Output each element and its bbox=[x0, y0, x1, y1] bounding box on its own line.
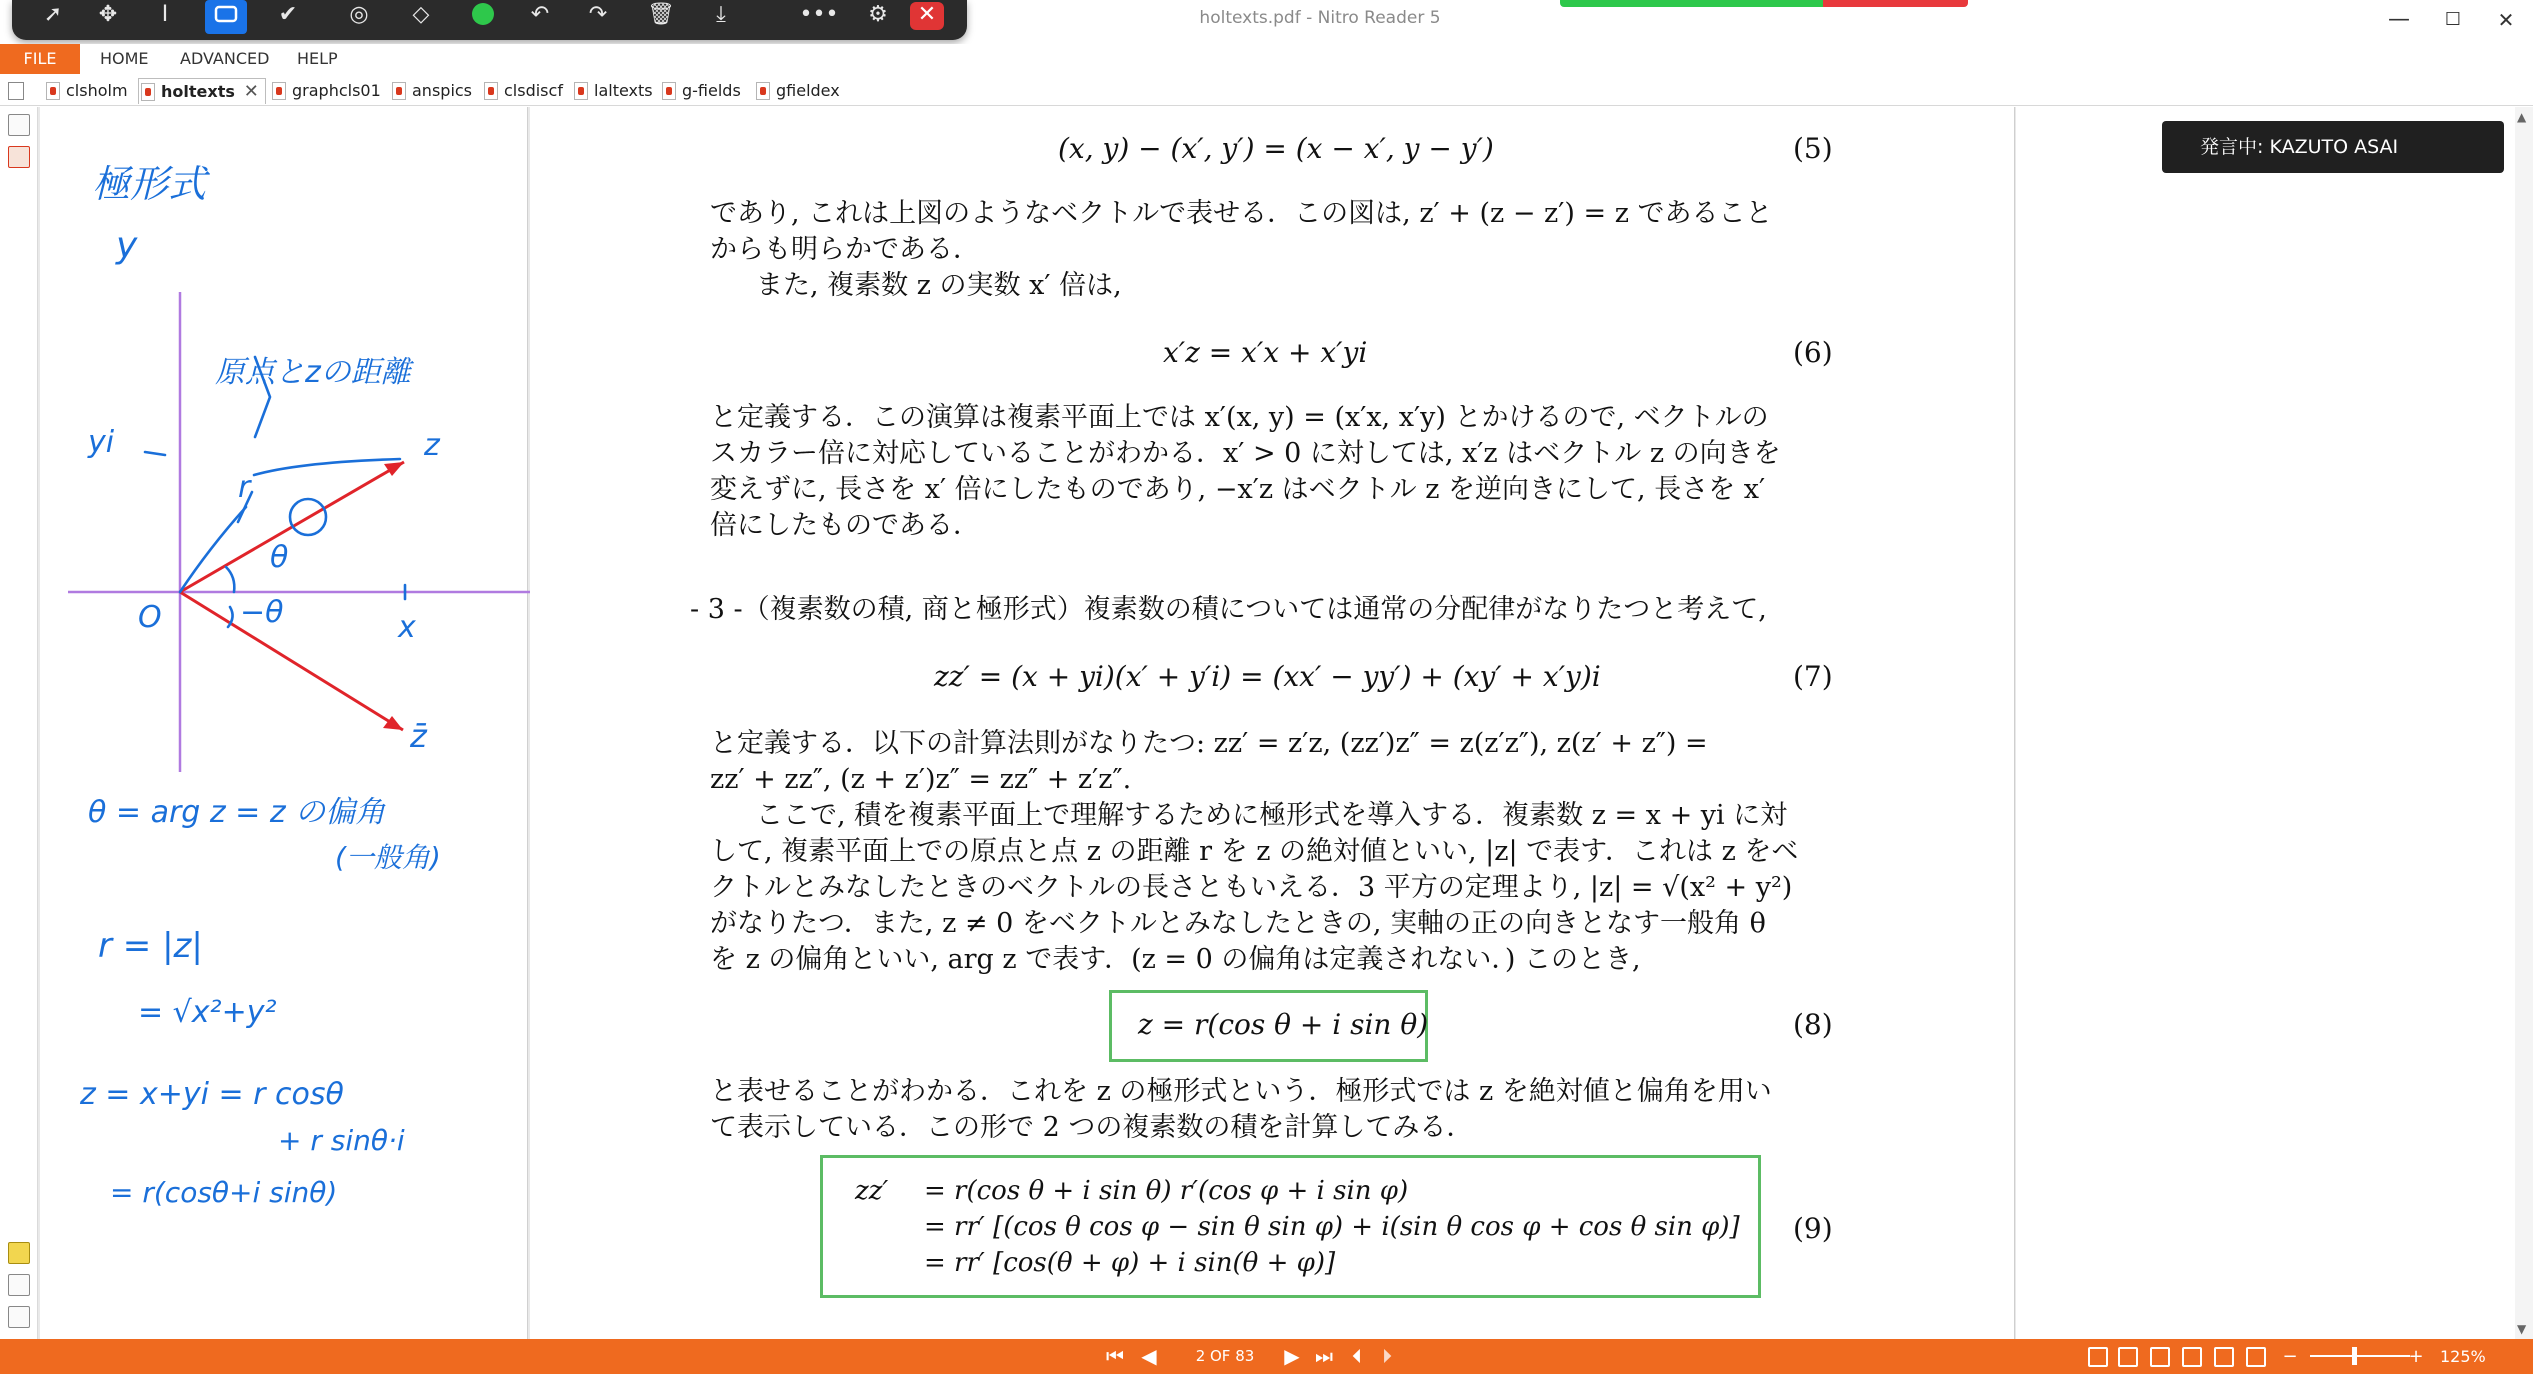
sketch-form-line1: z = x+yi = r cosθ bbox=[80, 1077, 344, 1112]
left-navigation-panel bbox=[0, 107, 38, 1339]
close-toolbar-icon[interactable]: ✕ bbox=[910, 2, 944, 30]
vertical-scrollbar[interactable] bbox=[2515, 107, 2533, 1339]
sketch-distance-note: 原点とzの距離 bbox=[215, 355, 411, 390]
equation-6: x′z = x′x + x′yi bbox=[1163, 336, 1368, 369]
sketch-abs-line1: r = |z| bbox=[98, 926, 203, 966]
paragraph-3-line-1: と定義する．以下の計算法則がなりたつ: zz′ = z′z, (zz′)z″ = z(z′z″), z(z′ + z″) = bbox=[710, 728, 1708, 759]
doc-tab-label: gfieldex bbox=[776, 81, 840, 100]
next-page-icon[interactable]: ▶ bbox=[1284, 1344, 1300, 1368]
sketch-theta-label: θ bbox=[270, 540, 289, 575]
recording-progress-green bbox=[1560, 0, 1823, 7]
eraser-icon[interactable]: ◇ bbox=[412, 2, 430, 27]
annotation-toolbar bbox=[12, 0, 967, 40]
layers-icon[interactable] bbox=[8, 1306, 30, 1328]
equation-5-number: (5) bbox=[1793, 132, 1833, 165]
sketch-abs-line2: = √x²+y² bbox=[138, 995, 277, 1030]
doc-tab-label: g-fields bbox=[682, 81, 741, 100]
redo-icon[interactable]: ↷ bbox=[588, 2, 608, 27]
sketch-form-line2: + r sinθ·i bbox=[278, 1124, 405, 1157]
equation-8: z = r(cos θ + i sin θ) bbox=[1138, 1008, 1429, 1041]
recording-progress-red bbox=[1823, 0, 1968, 7]
single-page-view-icon[interactable] bbox=[2088, 1347, 2108, 1367]
equation-9-number: (9) bbox=[1793, 1212, 1833, 1245]
doc-tab-anspics[interactable] bbox=[390, 78, 472, 104]
pdf-file-icon bbox=[272, 82, 286, 100]
page-indicator[interactable]: 2 OF 83 bbox=[1195, 1347, 1255, 1365]
equation-9-row-2: = rr′ [(cos θ cos φ − sin θ sin φ) + i(sin θ cos φ + cos θ sin φ)] bbox=[924, 1212, 1740, 1242]
facing-continuous-view-icon[interactable] bbox=[2182, 1347, 2202, 1367]
doc-tab-graphcls01[interactable] bbox=[270, 78, 381, 104]
close-window-button[interactable]: ✕ bbox=[2497, 8, 2515, 32]
equation-8-number: (8) bbox=[1793, 1008, 1833, 1041]
paragraph-2-line-3: 変えずに, 長さを x′ 倍にしたものであり, −x′z はベクトル z を逆向きにして, 長さを x′ bbox=[710, 474, 1766, 505]
pdf-file-icon bbox=[756, 82, 770, 100]
continuous-view-icon[interactable] bbox=[2118, 1347, 2138, 1367]
equation-9-lhs: zz′ bbox=[855, 1176, 889, 1206]
zoom-level[interactable]: 125% bbox=[2440, 1347, 2486, 1366]
back-view-icon[interactable]: ⏴ bbox=[1352, 1344, 1362, 1368]
ribbon bbox=[0, 44, 2533, 74]
sketch-x-tick-label: x bbox=[398, 610, 416, 645]
pdf-file-icon bbox=[392, 82, 406, 100]
section-3-heading: - 3 -（複素数の積, 商と極形式）複素数の積については通常の分配律がなりたつと考えて, bbox=[690, 594, 1767, 625]
doc-tab-clsdiscf[interactable] bbox=[482, 78, 563, 104]
signatures-icon[interactable] bbox=[8, 1274, 30, 1296]
color-dot-icon[interactable] bbox=[462, 0, 504, 34]
doc-tab-g-fields[interactable] bbox=[660, 78, 741, 104]
sketch-arg-line2: (一般角) bbox=[335, 841, 441, 874]
handwritten-sketch bbox=[40, 107, 528, 1339]
rectangle-select-icon[interactable] bbox=[205, 0, 247, 34]
paragraph-1-line-2: からも明らかである． bbox=[710, 234, 980, 265]
doc-tab-label: laltexts bbox=[594, 81, 653, 100]
paragraph-4-line-3: クトルとみなしたときのベクトルの長さともいえる．3 平方の定理より, |z| = √(x² + y²) bbox=[710, 872, 1793, 903]
tab-help[interactable]: HELP bbox=[297, 49, 338, 68]
pdf-file-icon bbox=[574, 82, 588, 100]
tab-home[interactable]: HOME bbox=[100, 49, 149, 68]
bookmarks-icon[interactable] bbox=[8, 114, 30, 136]
handwriting-pane[interactable] bbox=[40, 107, 528, 1339]
sketch-arg-line1: θ = arg z = z の偏角 bbox=[88, 795, 386, 830]
paragraph-3-line-2: zz′ + zz″, (z + z′)z″ = zz″ + z′z″. bbox=[710, 764, 1132, 795]
tab-close-icon[interactable]: ✕ bbox=[243, 81, 259, 102]
zoom-out-icon[interactable]: − bbox=[2282, 1346, 2298, 1367]
doc-tab-laltexts[interactable] bbox=[572, 78, 653, 104]
paragraph-2-line-2: スカラー倍に対応していることがわかる．x′ > 0 に対しては, x′z はベクトル z の向きを bbox=[710, 438, 1781, 469]
paragraph-4-line-2: して, 複素平面上での原点と点 z の距離 r を z の絶対値といい, |z| で表す．これは z をベ bbox=[710, 836, 1799, 867]
equation-7: zz′ = (x + yi)(x′ + y′i) = (xx′ − yy′) + (xy′ + x′y)i bbox=[934, 660, 1601, 693]
paragraph-2-line-4: 倍にしたものである． bbox=[710, 510, 980, 541]
equation-6-number: (6) bbox=[1793, 336, 1833, 369]
paragraph-2-line-1: と定義する．この演算は複素平面上では x′(x, y) = (x′x, x′y) とかけるので, ベクトルの bbox=[710, 402, 1769, 433]
user-settings-icon[interactable]: ⚙ bbox=[868, 2, 888, 27]
sketch-form-line3: = r(cosθ+i sinθ) bbox=[110, 1176, 338, 1209]
prev-page-icon[interactable]: ◀ bbox=[1141, 1344, 1157, 1368]
equation-9-row-1: = r(cos θ + i sin θ) r′(cos φ + i sin φ) bbox=[924, 1176, 1409, 1206]
paragraph-4-line-5: を z の偏角といい, arg z で表す．(z = 0 の偏角は定義されない．) このとき, bbox=[710, 944, 1641, 975]
first-page-icon[interactable]: ⏮ bbox=[1106, 1344, 1124, 1368]
doc-tab-label: holtexts bbox=[161, 82, 235, 101]
tab-advanced[interactable]: ADVANCED bbox=[180, 49, 270, 68]
lasso-icon[interactable]: ◎ bbox=[349, 2, 369, 27]
more-icon[interactable]: ••• bbox=[799, 2, 839, 27]
sketch-title: 極形式 bbox=[92, 162, 207, 206]
minimize-button[interactable]: — bbox=[2388, 7, 2410, 32]
paragraph-4-line-1: ここで, 積を複素平面上で理解するために極形式を導入する．複素数 z = x + yi に対 bbox=[756, 800, 1788, 831]
pdf-file-icon bbox=[46, 82, 60, 100]
zoom-slider[interactable] bbox=[2310, 1355, 2410, 1357]
check-icon[interactable]: ✔ bbox=[278, 2, 298, 27]
doc-tab-label: clsholm bbox=[66, 81, 128, 100]
paragraph-4-line-4: がなりたつ．また, z ≠ 0 をベクトルとみなしたときの, 実軸の正の向きとなす一般角 θ bbox=[710, 908, 1766, 939]
zoom-in-icon[interactable]: + bbox=[2408, 1346, 2424, 1367]
window-title: holtexts.pdf - Nitro Reader 5 bbox=[1199, 8, 1441, 28]
page-margin-area bbox=[2016, 107, 2518, 1339]
fit-width-icon[interactable] bbox=[2246, 1347, 2266, 1367]
paragraph-5-line-1: と表せることがわかる．これを z の極形式という．極形式では z を絶対値と偏角を用い bbox=[710, 1076, 1772, 1107]
pointer-icon[interactable]: ➚ bbox=[43, 2, 63, 27]
doc-tab-clsholm[interactable] bbox=[44, 78, 128, 104]
pdf-file-icon bbox=[662, 82, 676, 100]
sketch-zbar-label: z̄ bbox=[410, 717, 427, 755]
maximize-button[interactable]: ☐ bbox=[2444, 9, 2462, 30]
pdf-file-icon bbox=[484, 82, 498, 100]
doc-tab-holtexts[interactable] bbox=[138, 78, 266, 104]
scroll-up-icon[interactable]: ▲ bbox=[2517, 110, 2527, 124]
pdf-file-icon bbox=[141, 83, 155, 101]
sketch-yi-label: yi bbox=[88, 425, 115, 460]
last-page-icon[interactable]: ⏭ bbox=[1315, 1344, 1333, 1368]
scroll-down-icon[interactable]: ▼ bbox=[2517, 1322, 2527, 1336]
speaker-indicator: 発言中: KAZUTO ASAI bbox=[2162, 121, 2504, 173]
doc-tab-label: anspics bbox=[412, 81, 473, 100]
sketch-r-label: r bbox=[238, 470, 251, 505]
file-tab[interactable]: FILE bbox=[0, 44, 80, 74]
facing-view-icon[interactable] bbox=[2150, 1347, 2170, 1367]
undo-icon[interactable]: ↶ bbox=[530, 2, 550, 27]
doc-tab-label: graphcls01 bbox=[292, 81, 381, 100]
trash-icon[interactable]: 🗑 bbox=[647, 2, 675, 27]
equation-5: (x, y) − (x′, y′) = (x − x′, y − y′) bbox=[1058, 132, 1494, 165]
equation-7-number: (7) bbox=[1793, 660, 1833, 693]
attachments-icon[interactable] bbox=[8, 146, 30, 168]
doc-tab-label: clsdiscf bbox=[504, 81, 563, 100]
sketch-minus-theta-label: −θ bbox=[240, 595, 284, 630]
page-icon[interactable] bbox=[8, 82, 24, 100]
text-cursor-icon[interactable]: I bbox=[161, 2, 169, 27]
doc-tab-gfieldex[interactable] bbox=[754, 78, 840, 104]
download-icon[interactable]: ⤓ bbox=[716, 2, 726, 27]
equation-9-row-3: = rr′ [cos(θ + φ) + i sin(θ + φ)] bbox=[924, 1248, 1336, 1278]
sketch-origin-label: O bbox=[138, 600, 162, 635]
paragraph-1-line-1: であり, これは上図のようなベクトルで表せる．この図は, z′ + (z − z′) = z であること bbox=[710, 198, 1773, 229]
forward-view-icon[interactable]: ⏵ bbox=[1382, 1344, 1392, 1368]
fit-page-icon[interactable] bbox=[2214, 1347, 2234, 1367]
comments-icon[interactable] bbox=[8, 1242, 30, 1264]
zoom-slider-thumb[interactable] bbox=[2352, 1347, 2357, 1365]
sketch-y-axis-label: y bbox=[116, 225, 138, 266]
paragraph-1-line-3: また, 複素数 z の実数 x′ 倍は, bbox=[756, 270, 1122, 301]
paragraph-5-line-2: て表示している．この形で 2 つの複素数の積を計算してみる． bbox=[710, 1112, 1474, 1143]
move-icon[interactable]: ✥ bbox=[98, 2, 118, 27]
sketch-z-label: z bbox=[424, 428, 440, 463]
